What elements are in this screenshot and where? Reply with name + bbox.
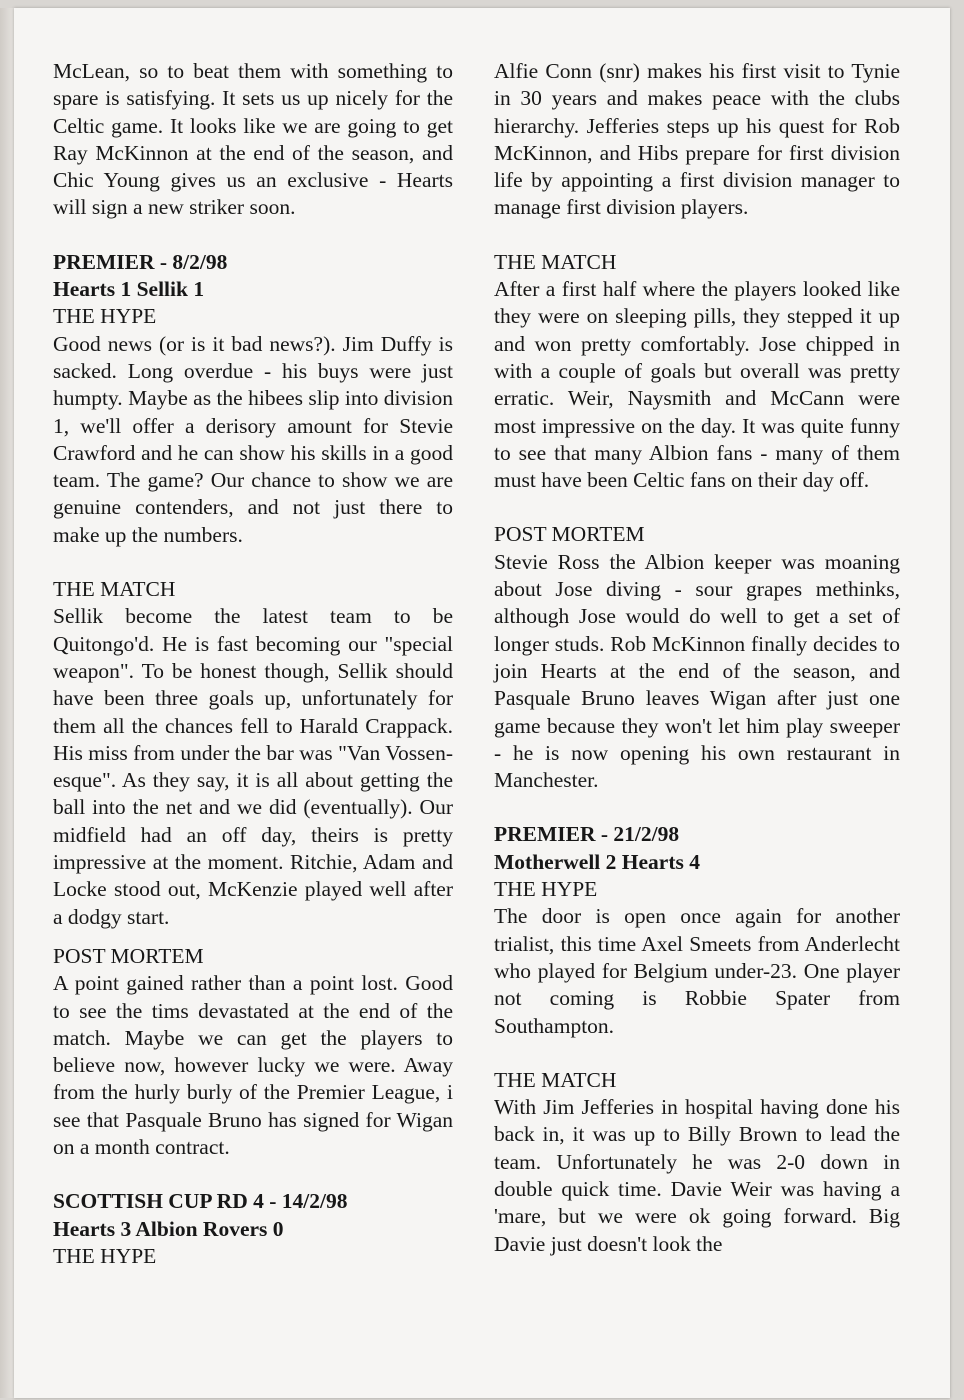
match1-hype-label: THE HYPE	[53, 304, 157, 329]
match2-match-label: THE MATCH	[494, 249, 617, 274]
match2-match-text: After a first half where the players looked like they were on sleeping pills, they stepped it up and won pretty comfortably. Jose chipped in with a couple of goals but overall was pretty erratic. Weir, Naysmith and McCann were most impressive on the day. It was quite funny to see that many Albion fans - many of them must have been Celtic fans on their day off.	[494, 277, 900, 493]
match1-hype-text: Good news (or is it bad news?). Jim Duffy is sacked. Long overdue - his buys were just humpty. Maybe as the hibees slip into division 1, we'll offer a derisory amount for Stevie Crawford and he can show his skills in a good team. The game? Our chance to show we are genuine contenders, and not just there to make up the numbers.	[53, 331, 453, 547]
match2-result: Hearts 3 Albion Rovers 0	[53, 1216, 284, 1241]
match2-post-label: POST MORTEM	[494, 522, 645, 547]
match3-competition: PREMIER - 21/2/98	[494, 822, 680, 847]
match2-post-text: Stevie Ross the Albion keeper was moaning about Jose diving - sour grapes methinks, although Jose would do well to get a set of longer studs. Rob McKinnon finally decides to join Hearts at the end of the season, and Pasquale Bruno leaves Wigan after just one game because they won't let him play sweeper - he is now opening his own restaurant in Manchester.	[494, 549, 900, 793]
match3-match-label: THE MATCH	[494, 1067, 617, 1092]
match3-result: Motherwell 2 Hearts 4	[494, 849, 700, 874]
match1-post-text: A point gained rather than a point lost. Good to see the tims devastated at the end of the match. Maybe we can get the players to believe now, however lucky we were. Away from the hurly burly of the Premier League, i see that Pasquale Bruno has signed for Wigan on a month contract.	[53, 971, 453, 1159]
match3-hype-text: The door is open once again for another trialist, this time Axel Smeets from Anderlecht who played for Belgium under-23. One player not coming is Robbie Spater from Southampton.	[494, 904, 900, 1038]
left-column	[53, 58, 453, 1270]
match2-hype-text: Alfie Conn (snr) makes his first visit to Tynie in 30 years and makes peace with the clubs hierarchy. Jefferies steps up his quest for Rob McKinnon, and Hibs prepare for first division life by appointing a first division manager to manage first division players.	[494, 59, 900, 220]
match2-competition: SCOTTISH CUP RD 4 - 14/2/98	[53, 1189, 348, 1214]
match1-result: Hearts 1 Sellik 1	[53, 277, 205, 302]
match1-match-text: Sellik become the latest team to be Quitongo'd. He is fast becoming our "special weapon". To be honest though, Sellik should have been three goals up, unfortunately for them all the chances fell to Harald Crappack. His miss from under the bar was "Van Vossen-esque". As they say, it is all about getting the ball into the net and we did (eventually). Our midfield had an off day, theirs is pretty impressive at the moment. Ritchie, Adam and Locke stood out, McKenzie played well after a dodgy start.	[53, 604, 453, 929]
match1-match-label: THE MATCH	[53, 577, 176, 602]
match2-hype-label: THE HYPE	[53, 1243, 157, 1268]
right-column	[494, 58, 900, 1258]
intro-paragraph: McLean, so to beat them with something to spare is satisfying. It sets us up nicely for the Celtic game. It looks like we are going to get Ray McKinnon at the end of the season, and Chic Young gives us an exclusive - Hearts will sign a new striker soon.	[53, 59, 453, 220]
match1-post-label: POST MORTEM	[53, 943, 204, 968]
match1-competition: PREMIER - 8/2/98	[53, 249, 228, 274]
page-edge	[0, 8, 14, 1398]
match3-hype-label: THE HYPE	[494, 877, 598, 902]
match3-match-text: With Jim Jefferies in hospital having done his back in, it was up to Billy Brown to lead the team. Unfortunately he was 2-0 down in double quick time. Davie Weir was having a 'mare, but we were ok going forward. Big Davie just doesn't look the	[494, 1095, 900, 1256]
